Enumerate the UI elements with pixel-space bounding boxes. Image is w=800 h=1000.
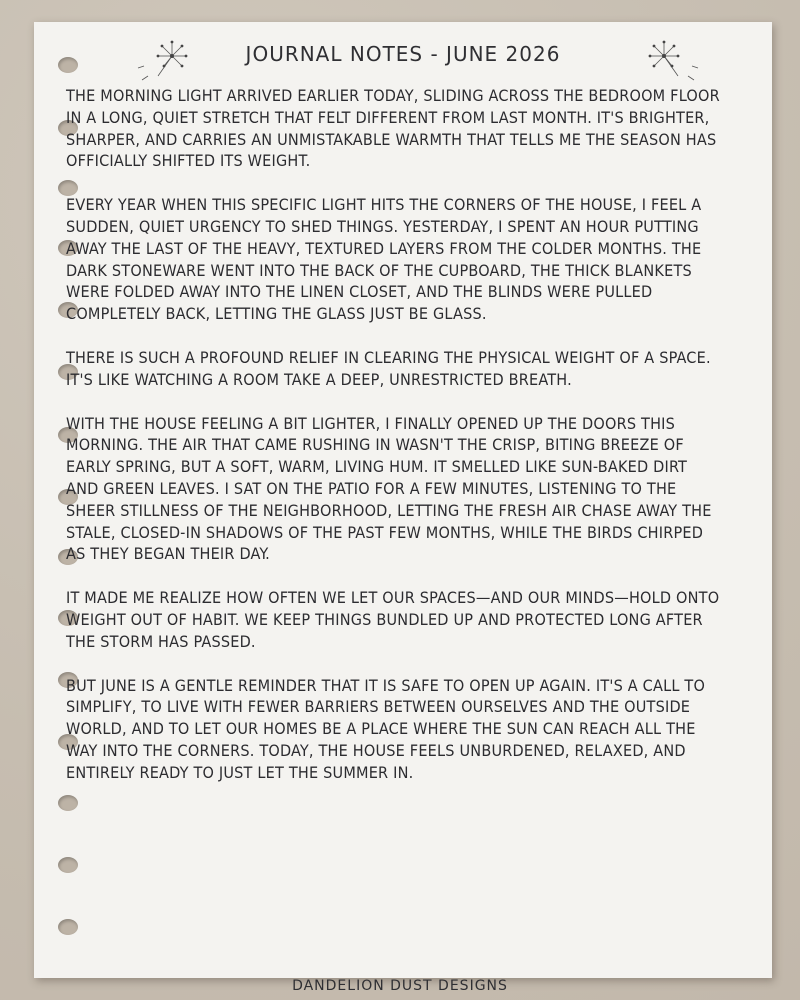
paragraph: BUT JUNE IS A GENTLE REMINDER THAT IT IS SAFE TO OPEN UP AGAIN. IT'S A CALL TO SIMPLIFY, TO LIVE WITH FEWER BARRIERS BETWEEN OURSELVES AND THE OUTSIDE WORLD, AND TO LET OUR HOMES BE A PLACE WHERE THE SUN CAN REACH ALL THE WAY INTO THE CORNERS. TODAY, THE HOUSE FEELS UNBURDENED, RELAXED, AND ENTIRELY READY TO JUST LET THE SUMMER IN. bbox=[66, 675, 706, 782]
binder-hole-icon bbox=[58, 857, 78, 873]
journal-entry bbox=[66, 85, 721, 806]
paragraph: IT MADE ME REALIZE HOW OFTEN WE LET OUR SPACES—AND OUR MINDS—HOLD ONTO WEIGHT OUT OF HABIT. WE KEEP THINGS BUNDLED UP AND PROTECTED LONG AFTER THE STORM HAS PASSED. bbox=[66, 588, 720, 651]
paragraph: THERE IS SUCH A PROFOUND RELIEF IN CLEARING THE PHYSICAL WEIGHT OF A SPACE. IT'S LIKE WATCHING A ROOM TAKE A DEEP, UNRESTRICTED BREATH. bbox=[66, 347, 711, 389]
dandelion-icon-right bbox=[634, 36, 704, 86]
paragraph: THE MORNING LIGHT ARRIVED EARLIER TODAY, SLIDING ACROSS THE BEDROOM FLOOR IN A LONG, QUIET STRETCH THAT FELT DIFFERENT FROM LAST MONTH. IT'S BRIGHTER, SHARPER, AND CARRIES AN UNMISTAKABLE WARMTH THAT TELLS ME THE SEASON HAS OFFICIALLY SHIFTED ITS WEIGHT. bbox=[66, 86, 720, 171]
paragraph: WITH THE HOUSE FEELING A BIT LIGHTER, I FINALLY OPENED UP THE DOORS THIS MORNING. THE AIR THAT CAME RUSHING IN WASN'T THE CRISP, BITING BREEZE OF EARLY SPRING, BUT A SOFT, WARM, LIVING HUM. IT SMELLED LIKE SUN-BAKED DIRT AND GREEN LEAVES. I SAT ON THE PATIO FOR A FEW MINUTES, LISTENING TO THE SHEER STILLNESS OF THE NEIGHBORHOOD, LETTING THE FRESH AIR CHASE AWAY THE STALE, CLOSED-IN SHADOWS OF THE PAST FEW MONTHS, WHILE THE BIRDS CHIRPED AS THEY BEGAN THEIR DAY. bbox=[66, 413, 712, 564]
paragraph: EVERY YEAR WHEN THIS SPECIFIC LIGHT HITS THE CORNERS OF THE HOUSE, I FEEL A SUDDEN, QUIET URGENCY TO SHED THINGS. YESTERDAY, I SPENT AN HOUR PUTTING AWAY THE LAST OF THE HEAVY, TEXTURED LAYERS FROM THE COLDER MONTHS. THE DARK STONEWARE WENT INTO THE BACK OF THE CUPBOARD, THE THICK BLANKETS WERE FOLDED AWAY INTO THE LINEN CLOSET, AND THE BLINDS WERE PULLED COMPLETELY BACK, LETTING THE GLASS JUST BE GLASS. bbox=[66, 195, 702, 324]
binder-hole-icon bbox=[58, 919, 78, 935]
page-title: JOURNAL NOTES - JUNE 2026 bbox=[245, 42, 561, 66]
footer-credit: DANDELION DUST DESIGNS bbox=[292, 978, 508, 994]
